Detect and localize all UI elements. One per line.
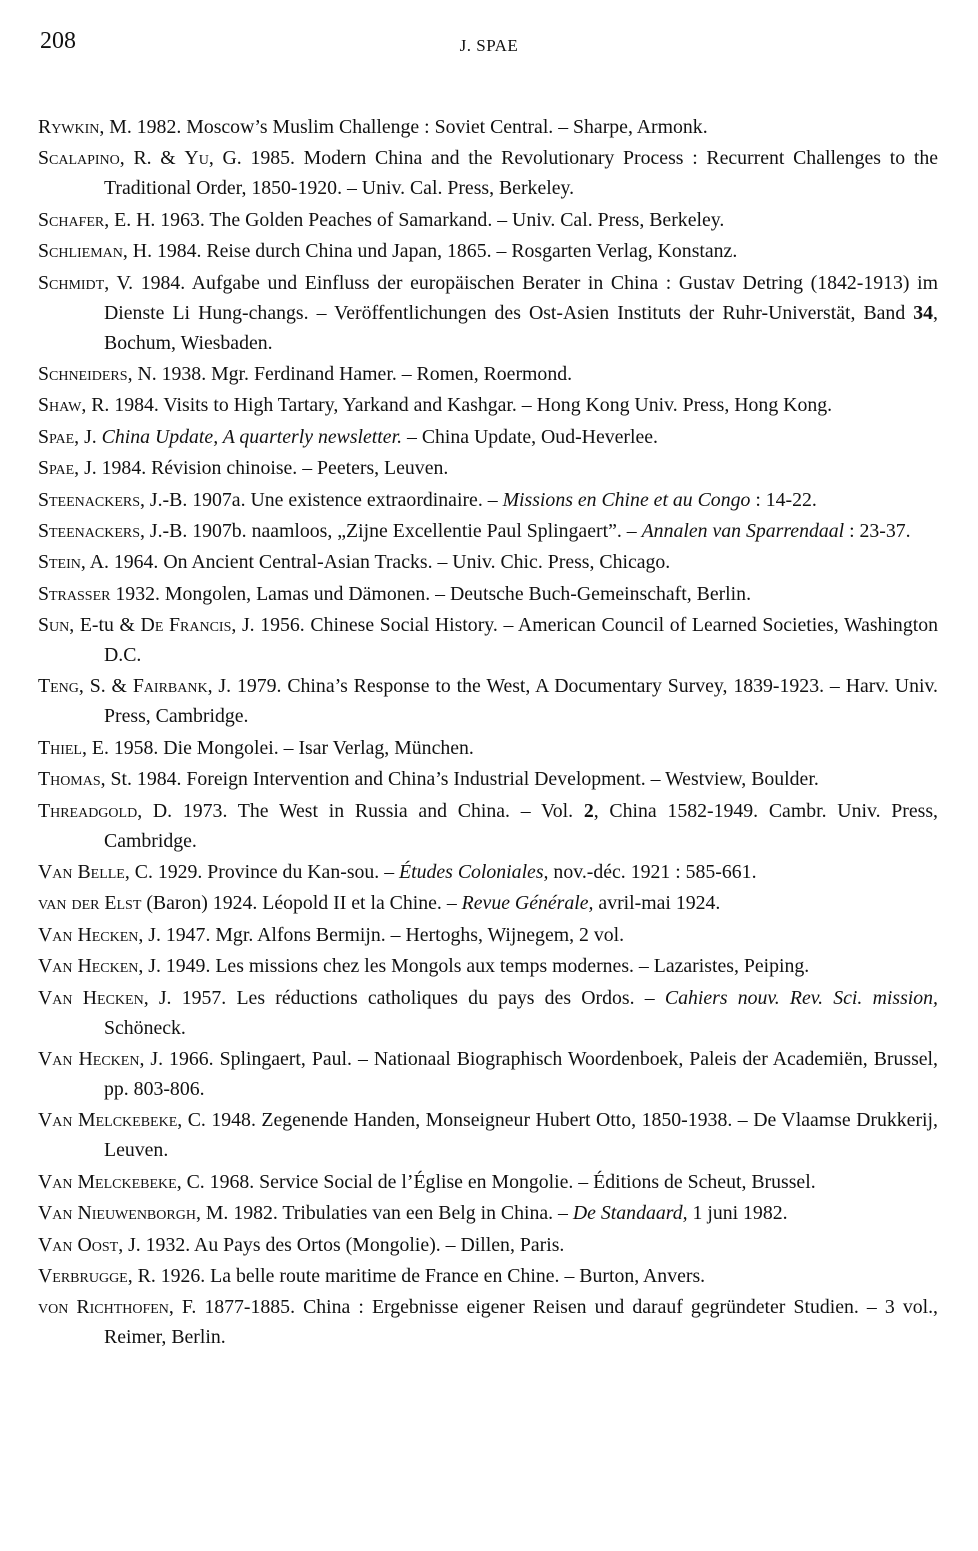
- reference-text: , J.-B. 1907a. Une existence extraordinaire. –: [140, 488, 503, 511]
- reference-entry: [38, 1230, 938, 1260]
- reference-entry: [38, 268, 938, 358]
- reference-author: Steenackers: [38, 488, 141, 511]
- reference-author: Van Hecken: [38, 986, 144, 1009]
- reference-entry: [38, 390, 938, 420]
- reference-list: [38, 112, 938, 1354]
- reference-author: Threadgold: [38, 799, 138, 822]
- reference-text: , J.: [74, 425, 102, 448]
- reference-text: : 14-22.: [750, 488, 817, 511]
- reference-author: Van Hecken: [38, 1047, 140, 1070]
- reference-text: , R. &: [119, 147, 185, 170]
- reference-author: Van Oost: [38, 1233, 119, 1256]
- reference-text: , M. 1982. Moscow’s Muslim Challenge : Soviet Central. – Sharpe, Armonk.: [99, 116, 708, 138]
- reference-entry: [38, 920, 938, 950]
- reference-text: avril-mai 1924.: [593, 892, 721, 915]
- reference-author: Verbrugge: [38, 1264, 128, 1287]
- reference-text: (Baron) 1924. Léopold II et la Chine. –: [141, 892, 462, 915]
- reference-text: , J. 1957. Les réductions catholiques du pays des Ordos. –: [143, 986, 665, 1009]
- reference-entry: [38, 983, 938, 1043]
- reference-entry: [38, 485, 938, 515]
- reference-text: , C. 1968. Service Social de l’Église en Mongolie. – Éditions de Scheut, Brussel.: [176, 1170, 816, 1193]
- reference-entry: [38, 1105, 938, 1165]
- reference-text: , E. H. 1963. The Golden Peaches of Samarkand. – Univ. Cal. Press, Berkeley.: [104, 208, 725, 231]
- reference-text: 1932. Mongolen, Lamas und Dämonen. – Deutsche Buch-Gemeinschaft, Berlin.: [110, 582, 752, 605]
- reference-text: , St. 1984. Foreign Intervention and China’s Industrial Development. – Westview, Boulder.: [100, 768, 819, 791]
- reference-entry: [38, 1167, 938, 1197]
- reference-text: : 23-37.: [844, 519, 911, 542]
- reference-author: Shaw: [38, 394, 82, 417]
- reference-author: Spae: [38, 425, 75, 448]
- reference-author: Schneiders: [38, 362, 128, 385]
- reference-text: , J. 1984. Révision chinoise. – Peeters, Leuven.: [74, 457, 449, 480]
- reference-author: Van Melckebeke: [38, 1109, 178, 1132]
- reference-text: , J.-B. 1907b. naamloos, „Zijne Excellentie Paul Splingaert”. –: [140, 519, 642, 542]
- running-head: J. SPAE: [459, 36, 519, 55]
- reference-author: Thomas: [38, 768, 101, 791]
- reference-title-italic: De Standaard,: [572, 1202, 688, 1225]
- reference-entry: [38, 764, 938, 794]
- reference-text: Schöneck.: [104, 1016, 186, 1039]
- reference-text: , E. 1958. Die Mongolei. – Isar Verlag, München.: [81, 736, 474, 759]
- reference-text: , M. 1982. Tribulaties van een Belg in China. –: [195, 1202, 573, 1225]
- reference-entry: [38, 1261, 938, 1291]
- reference-text: , J. 1947. Mgr. Alfons Bermijn. – Hertoghs, Wijnegem, 2 vol.: [138, 923, 625, 946]
- reference-text: , China 1582-1949. Cambr. Univ. Press, Cambridge.: [104, 799, 938, 852]
- reference-author: Fairbank: [132, 675, 208, 698]
- reference-text: , C. 1948. Zegenende Handen, Monseigneur Hubert Otto, 1850-1938. – De Vlaamse Drukkerij, Leuven.: [104, 1109, 938, 1162]
- reference-author: Stein: [38, 551, 81, 574]
- reference-entry: [38, 516, 938, 546]
- reference-text: 2: [583, 799, 594, 822]
- reference-author: De Francis: [140, 614, 232, 637]
- reference-entry: [38, 1292, 938, 1352]
- reference-entry: [38, 236, 938, 266]
- page-number: 208: [40, 28, 76, 54]
- reference-entry: [38, 796, 938, 856]
- reference-entry: [38, 112, 938, 142]
- reference-title-italic: Revue Générale,: [461, 892, 594, 915]
- reference-entry: [38, 733, 938, 763]
- reference-title-italic: Études Coloniales,: [399, 861, 549, 884]
- reference-title-italic: Cahiers nouv. Rev. Sci. mission,: [664, 986, 938, 1009]
- reference-entry: [38, 1044, 938, 1104]
- reference-entry: [38, 1198, 938, 1228]
- reference-title-italic: Missions en Chine et au Congo: [502, 488, 751, 511]
- reference-text: , J. 1932. Au Pays des Ortos (Mongolie). – Dillen, Paris.: [118, 1233, 565, 1256]
- reference-text: , J. 1956. Chinese Social History. – American Council of Learned Societies, Washington D.C.: [104, 614, 938, 667]
- reference-author: Van Belle: [38, 861, 125, 884]
- reference-author: Schmidt: [38, 271, 105, 294]
- reference-entry: [38, 671, 938, 731]
- reference-text: , C. 1929. Province du Kan-sou. –: [124, 861, 400, 884]
- reference-author: Sun: [38, 614, 70, 637]
- reference-author: Strasser: [38, 582, 111, 605]
- reference-author: Rywkin: [38, 116, 100, 138]
- reference-text: , Bochum, Wiesbaden.: [104, 301, 938, 354]
- reference-text: , N. 1938. Mgr. Ferdinand Hamer. – Romen, Roermond.: [127, 362, 573, 385]
- reference-author: von Richthofen: [38, 1296, 169, 1319]
- reference-author: Van Hecken: [38, 923, 139, 946]
- reference-entry: [38, 857, 938, 887]
- reference-text: , V. 1984. Aufgabe und Einfluss der europäischen Berater in China : Gustav Detring (1842-1913) im Dienste Li Hung-changs. – Veröffentlichungen des Ost-Asien Instituts der Ruhr-Universtät, Band: [104, 271, 938, 324]
- reference-author: Thiel: [38, 736, 82, 759]
- reference-author: Van Melckebeke: [38, 1170, 177, 1193]
- reference-text: , J. 1966. Splingaert, Paul. – Nationaal Biographisch Woordenboek, Paleis der Academiën, Brussel, pp. 803-806.: [104, 1047, 938, 1100]
- reference-title-italic: Annalen van Sparrendaal: [641, 519, 845, 542]
- reference-text: – China Update, Oud-Heverlee.: [402, 425, 658, 448]
- reference-entry: [38, 888, 938, 918]
- reference-title-italic: China Update, A quarterly newsletter.: [101, 425, 403, 448]
- reference-text: 1 juni 1982.: [687, 1202, 788, 1225]
- reference-author: Teng: [38, 675, 79, 698]
- reference-text: , R. 1984. Visits to High Tartary, Yarkand and Kashgar. – Hong Kong Univ. Press, Hong Kong.: [81, 394, 833, 417]
- reference-text: , G. 1985. Modern China and the Revolutionary Process : Recurrent Challenges to the Traditional Order, 1850-1920. – Univ. Cal. Press, Berkeley.: [104, 147, 938, 200]
- reference-entry: [38, 610, 938, 670]
- reference-entry: [38, 359, 938, 389]
- reference-entry: [38, 579, 938, 609]
- reference-author: Scalapino: [38, 147, 120, 170]
- reference-text: , J. 1979. China’s Response to the West, A Documentary Survey, 1839-1923. – Harv. Univ. Press, Cambridge.: [104, 675, 939, 728]
- reference-text: 34: [913, 301, 934, 324]
- reference-author: Spae: [38, 457, 75, 480]
- reference-entry: [38, 143, 938, 203]
- reference-text: nov.-déc. 1921 : 585-661.: [548, 861, 757, 884]
- reference-author: Van Nieuwenborgh: [38, 1202, 196, 1225]
- reference-author: Van Hecken: [38, 955, 139, 978]
- reference-text: , E-tu &: [69, 614, 141, 637]
- reference-author: Schafer: [38, 208, 105, 231]
- reference-text: , F. 1877-1885. China : Ergebnisse eigener Reisen und darauf gegründeter Studien. – 3 vol., Reimer, Berlin.: [104, 1296, 938, 1349]
- reference-text: , D. 1973. The West in Russia and China. – Vol.: [137, 799, 584, 822]
- reference-text: , R. 1926. La belle route maritime de France en Chine. – Burton, Anvers.: [127, 1264, 706, 1287]
- reference-author: Yu: [184, 147, 209, 170]
- reference-text: , S. &: [78, 675, 133, 698]
- reference-entry: [38, 453, 938, 483]
- reference-author: van der Elst: [38, 892, 142, 915]
- reference-author: Steenackers: [38, 519, 141, 542]
- reference-author: Schlieman: [38, 240, 123, 263]
- reference-text: , J. 1949. Les missions chez les Mongols aux temps modernes. – Lazaristes, Peiping.: [138, 955, 810, 978]
- reference-entry: [38, 205, 938, 235]
- reference-entry: [38, 547, 938, 577]
- reference-entry: [38, 422, 938, 452]
- reference-text: , H. 1984. Reise durch China und Japan, 1865. – Rosgarten Verlag, Konstanz.: [122, 240, 738, 263]
- page-header: [40, 28, 938, 64]
- reference-text: , A. 1964. On Ancient Central-Asian Tracks. – Univ. Chic. Press, Chicago.: [80, 551, 671, 574]
- reference-entry: [38, 951, 938, 981]
